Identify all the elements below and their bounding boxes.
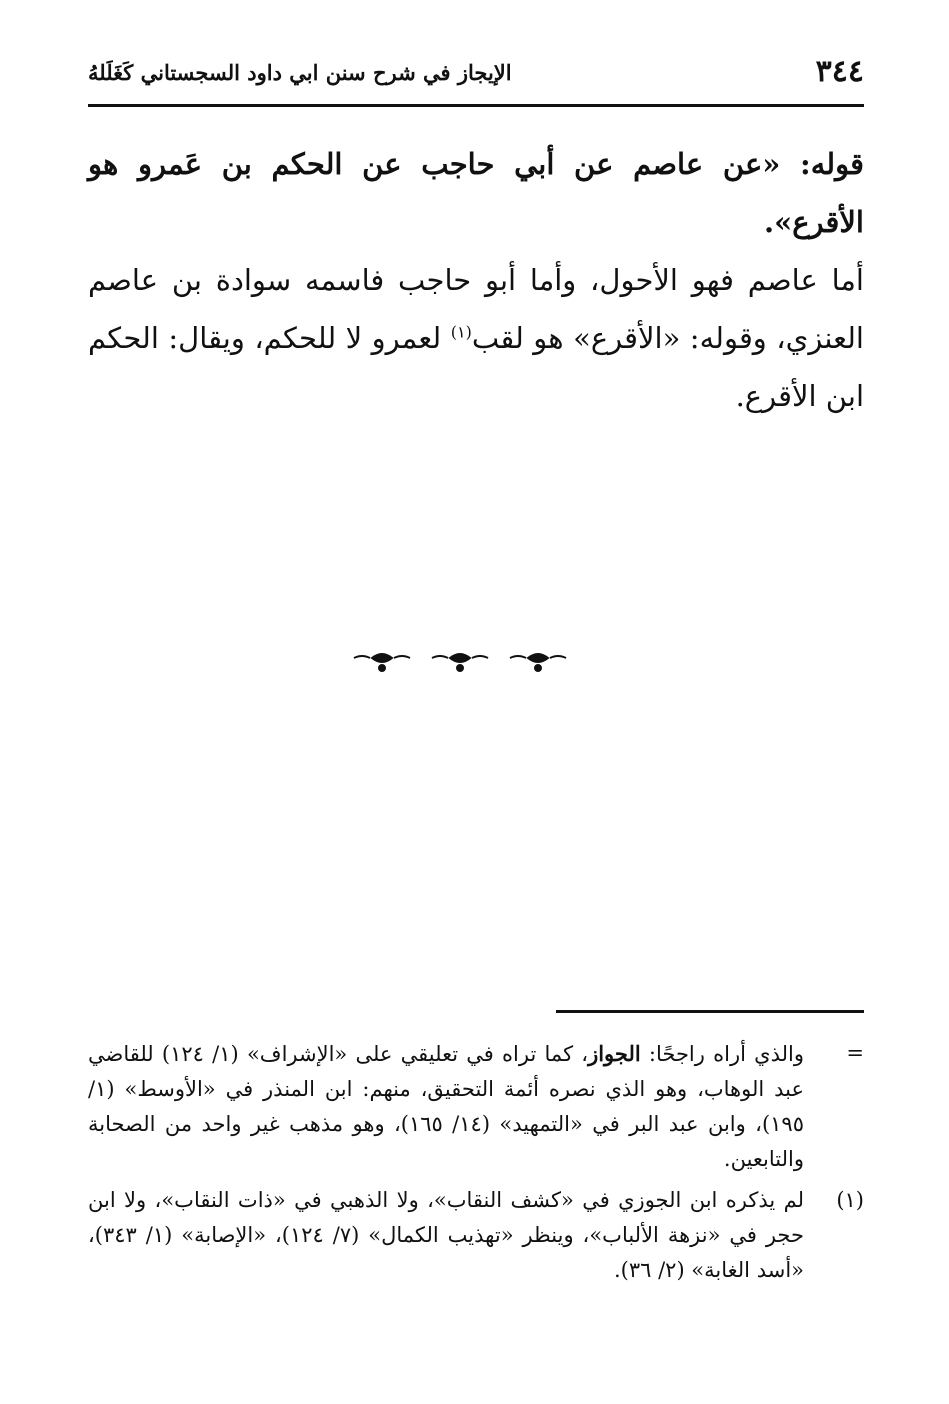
body-part2: لعمرو لا للحكم، ويقال: الحكم ابن الأقرع. <box>88 321 864 413</box>
page-number: ٣٤٤ <box>815 54 864 89</box>
ornament-icon <box>510 654 566 671</box>
footnote-marker: (١) <box>836 1188 864 1212</box>
body-part1: أما عاصم فهو الأحول، وأما أبو حاجب فاسمه سوادة بن عاصم العنزي، وقوله: «الأقرع» هو لقب <box>88 263 864 355</box>
ornament-icon <box>354 654 410 671</box>
body-paragraph <box>88 251 864 425</box>
running-title: الإيجاز في شرح سنن ابي داود السجستاني كَغَلَلهُ <box>88 60 512 85</box>
main-text <box>88 135 864 425</box>
footnote-text: لم يذكره ابن الجوزي في «كشف النقاب»، ولا الذهبي في «ذات النقاب»، ولا ابن حجر في «نزهة الألباب»، وينظر «تهذيب الكمال» (٧/ ١٢٤)، «الإصابة» (١/ ٣٤٣)، «أسد الغابة» (٢/ ٣٦). <box>88 1188 804 1282</box>
footnote-text: ، كما تراه في تعليقي على «الإشراف» (١/ ١٢٤) للقاضي عبد الوهاب، وهو الذي نصره أئمة التحقيق، منهم: ابن المنذر في «الأوسط» (١/ ١٩٥)، وابن عبد البر في «التمهيد» (١٤/ ١٦٥)، وهو مذهب غير واحد من الصحابة والتابعين. <box>88 1042 804 1171</box>
footnote-separator <box>556 1010 864 1013</box>
footnote-marker: = <box>846 1041 864 1065</box>
ornament-divider <box>350 646 600 676</box>
lead-quote: «عن عاصم عن أبي حاجب عن الحكم بن عَمرو هو الأقرع». <box>88 147 864 239</box>
footnote-1 <box>88 1183 864 1288</box>
footnote-bold-term: الجواز <box>588 1041 641 1066</box>
footnote-ref: (١) <box>450 322 472 342</box>
lead-label: قوله: <box>780 147 864 181</box>
footnote-continued <box>88 1036 864 1177</box>
footnotes <box>88 1036 864 1288</box>
page-header <box>88 52 864 107</box>
ornament-icon <box>432 654 488 671</box>
lead-line <box>88 135 864 251</box>
footnote-text: والذي أراه راجحًا: <box>640 1042 804 1066</box>
